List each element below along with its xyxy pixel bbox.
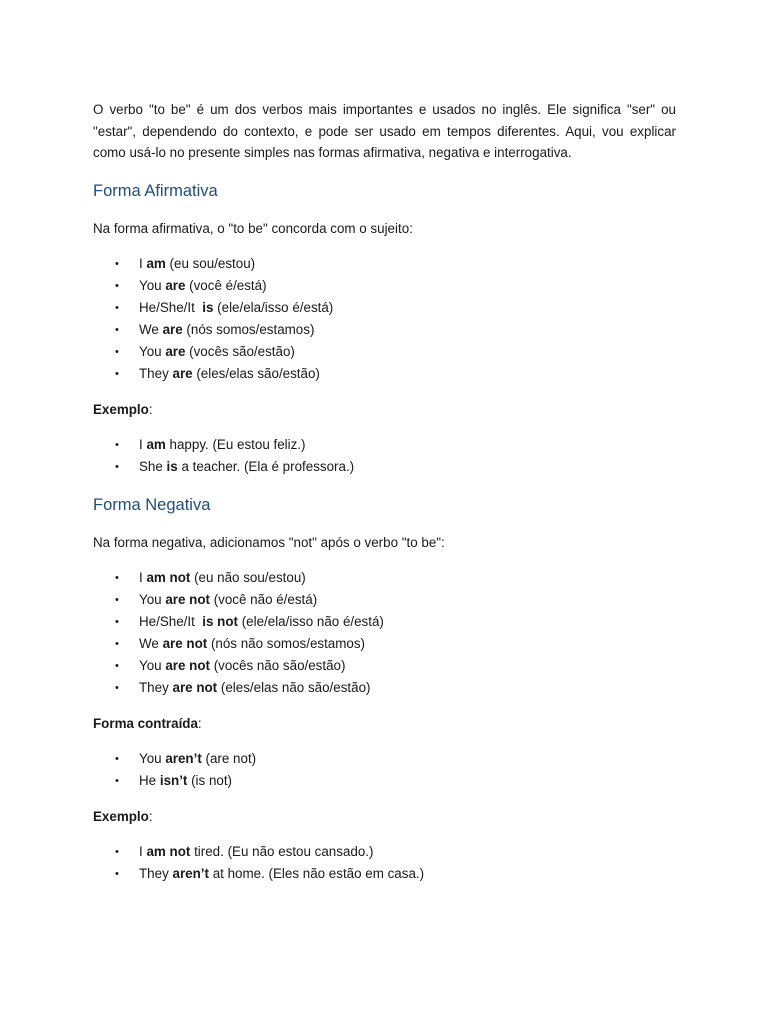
list-item-verb: am xyxy=(146,436,166,452)
list-item-subject: I xyxy=(139,569,147,585)
list-item-subject: You xyxy=(139,750,166,766)
negativa-list xyxy=(93,567,676,699)
contracted-form-label: Forma contraída: xyxy=(93,715,202,731)
list-item-verb: are not xyxy=(165,591,210,607)
list-item-subject: You xyxy=(139,591,166,607)
bullet-icon: • xyxy=(115,257,119,270)
afirmativa-list xyxy=(93,253,676,385)
document-body xyxy=(93,99,676,885)
list-item-subject: You xyxy=(139,657,166,673)
list-item-translation: (nós somos/estamos) xyxy=(182,321,315,337)
list-item-translation: at home. (Eles não estão em casa.) xyxy=(208,865,425,881)
list-item-translation: (eles/elas não são/estão) xyxy=(217,679,371,695)
list-item xyxy=(93,770,676,792)
list-item-verb: are not xyxy=(172,679,218,695)
list-item-verb: are xyxy=(162,321,183,337)
list-item-translation: (vocês não são/estão) xyxy=(209,657,346,673)
list-item-subject: We xyxy=(139,321,163,337)
heading-forma-negativa: Forma Negativa xyxy=(93,495,211,514)
list-item-verb: am not xyxy=(146,843,191,859)
bullet-icon: • xyxy=(115,301,119,314)
intro-paragraph: O verbo "to be" é um dos verbos mais importantes e usados no inglês. Ele significa "ser" ou "estar", dependendo do contexto, e pode ser usado em tempos diferentes. Aqui, vou explicar como usá-lo no presente simples nas formas afirmativa, negativa e interrogativa. xyxy=(93,102,676,160)
list-item xyxy=(93,633,676,655)
list-item-verb: are xyxy=(165,343,186,359)
list-item-subject: I xyxy=(139,436,147,452)
list-item-subject: I xyxy=(139,843,147,859)
bullet-icon: • xyxy=(115,845,119,858)
list-item-subject: He/She/It xyxy=(139,299,203,315)
list-item-verb: are not xyxy=(162,635,208,651)
list-item xyxy=(93,253,676,275)
list-item-verb: is xyxy=(166,458,178,474)
list-item xyxy=(93,567,676,589)
list-item xyxy=(93,841,676,863)
negativa-lead: Na forma negativa, adicionamos "not" após o verbo "to be": xyxy=(93,534,445,550)
list-item xyxy=(93,363,676,385)
list-item-subject: She xyxy=(139,458,167,474)
list-item-verb: are not xyxy=(165,657,210,673)
negativa-example-label: Exemplo: xyxy=(93,808,153,824)
list-item-translation: tired. (Eu não estou cansado.) xyxy=(190,843,374,859)
list-item-subject: They xyxy=(139,365,173,381)
list-item-verb: is not xyxy=(202,613,238,629)
bullet-icon: • xyxy=(115,867,119,880)
list-item-verb: is xyxy=(202,299,214,315)
list-item-translation: (você é/está) xyxy=(185,277,267,293)
list-item-verb: aren’t xyxy=(165,750,202,766)
list-item-subject: He xyxy=(139,772,160,788)
afirmativa-example-list xyxy=(93,434,676,478)
list-item-translation: (nós não somos/estamos) xyxy=(207,635,366,651)
list-item-subject: They xyxy=(139,679,173,695)
bullet-icon: • xyxy=(115,593,119,606)
bullet-icon: • xyxy=(115,460,119,473)
list-item-translation: (vocês são/estão) xyxy=(185,343,295,359)
list-item-verb: are xyxy=(172,365,193,381)
bullet-icon: • xyxy=(115,571,119,584)
heading-forma-afirmativa: Forma Afirmativa xyxy=(93,181,218,200)
list-item-verb: aren’t xyxy=(172,865,209,881)
list-item-translation: (are not) xyxy=(201,750,257,766)
list-item-translation: a teacher. (Ela é professora.) xyxy=(177,458,355,474)
list-item-verb: are xyxy=(165,277,186,293)
bullet-icon: • xyxy=(115,752,119,765)
list-item-translation: (você não é/está) xyxy=(209,591,318,607)
bullet-icon: • xyxy=(115,345,119,358)
contracted-form-list xyxy=(93,748,676,792)
negativa-example-list xyxy=(93,841,676,885)
list-item-subject: He/She/It xyxy=(139,613,203,629)
list-item xyxy=(93,275,676,297)
bullet-icon: • xyxy=(115,323,119,336)
list-item-translation: happy. (Eu estou feliz.) xyxy=(165,436,306,452)
list-item-translation: (is not) xyxy=(187,772,233,788)
list-item xyxy=(93,456,676,478)
list-item xyxy=(93,434,676,456)
list-item-subject: You xyxy=(139,277,166,293)
list-item-subject: We xyxy=(139,635,163,651)
bullet-icon: • xyxy=(115,438,119,451)
list-item xyxy=(93,297,676,319)
list-item xyxy=(93,677,676,699)
list-item xyxy=(93,655,676,677)
bullet-icon: • xyxy=(115,637,119,650)
list-item-verb: am not xyxy=(146,569,191,585)
list-item xyxy=(93,748,676,770)
list-item-verb: am xyxy=(146,255,166,271)
list-item xyxy=(93,589,676,611)
list-item-translation: (eles/elas são/estão) xyxy=(192,365,320,381)
list-item-subject: You xyxy=(139,343,166,359)
list-item xyxy=(93,611,676,633)
bullet-icon: • xyxy=(115,279,119,292)
list-item-translation: (eu sou/estou) xyxy=(165,255,256,271)
bullet-icon: • xyxy=(115,367,119,380)
list-item-translation: (ele/ela/isso é/está) xyxy=(213,299,334,315)
afirmativa-example-label: Exemplo: xyxy=(93,401,153,417)
list-item-subject: They xyxy=(139,865,173,881)
list-item-translation: (eu não sou/estou) xyxy=(190,569,306,585)
list-item xyxy=(93,863,676,885)
list-item-verb: isn’t xyxy=(159,772,188,788)
bullet-icon: • xyxy=(115,659,119,672)
list-item xyxy=(93,319,676,341)
list-item-subject: I xyxy=(139,255,147,271)
bullet-icon: • xyxy=(115,615,119,628)
list-item xyxy=(93,341,676,363)
bullet-icon: • xyxy=(115,681,119,694)
afirmativa-lead: Na forma afirmativa, o "to be" concorda com o sujeito: xyxy=(93,220,413,236)
list-item-translation: (ele/ela/isso não é/está) xyxy=(237,613,384,629)
bullet-icon: • xyxy=(115,774,119,787)
